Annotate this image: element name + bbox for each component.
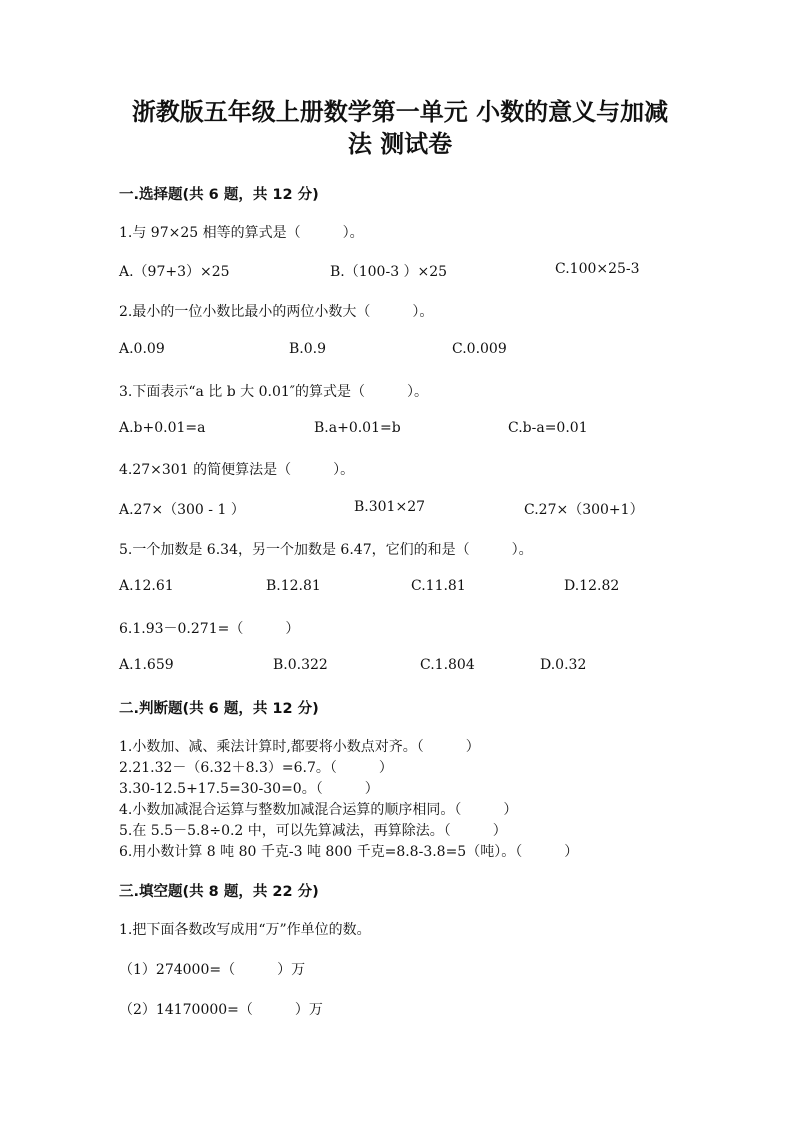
question-stem: 2.最小的一位小数比最小的两位小数大（ ）。 [119, 304, 434, 320]
option-c: C.1.804 [420, 657, 475, 673]
option-b: B.0.322 [273, 657, 328, 673]
question-stem: 3.下面表示“a 比 b 大 0.01″的算式是（ ）。 [119, 384, 429, 400]
judgement-item: 4.小数加减混合运算与整数加减混合运算的顺序相同。（ ） [119, 802, 518, 818]
option-b: B.12.81 [266, 578, 321, 594]
title-line-2: 法 测试卷 [347, 129, 453, 158]
option-b: B.301×27 [354, 499, 426, 515]
section-heading-choice: 一.选择题(共 6 题，共 12 分) [119, 187, 319, 203]
judgement-item: 3.30-12.5+17.5=30-30=0。（ ） [119, 781, 379, 797]
judgement-item: 5.在 5.5－5.8÷0.2 中，可以先算减法，再算除法。（ ） [119, 823, 507, 839]
fill-blank-item: （2）14170000=（ ）万 [119, 1002, 323, 1018]
option-b: B.0.9 [289, 341, 327, 357]
option-a: A.（97+3）×25 [119, 264, 230, 280]
option-a: A.b+0.01=a [119, 420, 206, 436]
fill-blank-item: （1）274000=（ ）万 [119, 962, 306, 978]
question-stem: 1.与 97×25 相等的算式是（ ）。 [119, 225, 364, 241]
option-b: B.a+0.01=b [314, 420, 401, 436]
judgement-item: 2.21.32－（6.32＋8.3）=6.7。（ ） [119, 760, 393, 776]
question-stem: 4.27×301 的简便算法是（ ）。 [119, 462, 355, 478]
question-stem: 6.1.93－0.271=（ ） [119, 621, 300, 637]
page-title [100, 96, 700, 160]
judgement-item: 6.用小数计算 8 吨 80 千克-3 吨 800 千克=8.8-3.8=5（吨）。（ ） [119, 844, 579, 860]
option-b: B.（100-3 ）×25 [330, 264, 448, 280]
question-stem: 5.一个加数是 6.34，另一个加数是 6.47，它们的和是（ ）。 [119, 542, 533, 558]
option-a: A.27×（300 - 1 ） [119, 502, 245, 518]
option-c: C.27×（300+1） [524, 502, 644, 518]
option-c: C.b-a=0.01 [508, 420, 588, 436]
section-heading-judgement: 二.判断题(共 6 题，共 12 分) [119, 701, 319, 717]
section-heading-fill-blank: 三.填空题(共 8 题，共 22 分) [119, 884, 319, 900]
option-a: A.1.659 [119, 657, 174, 673]
option-c: C.11.81 [411, 578, 466, 594]
option-d: D.0.32 [540, 657, 587, 673]
option-c: C.100×25-3 [555, 261, 640, 277]
option-a: A.0.09 [119, 341, 165, 357]
option-a: A.12.61 [119, 578, 174, 594]
title-line-1: 浙教版五年级上册数学第一单元 小数的意义与加减 [131, 97, 669, 126]
option-c: C.0.009 [452, 341, 507, 357]
judgement-item: 1.小数加、减、乘法计算时,都要将小数点对齐。（ ） [119, 739, 480, 755]
question-stem: 1.把下面各数改写成用“万”作单位的数。 [119, 922, 371, 938]
option-d: D.12.82 [564, 578, 620, 594]
